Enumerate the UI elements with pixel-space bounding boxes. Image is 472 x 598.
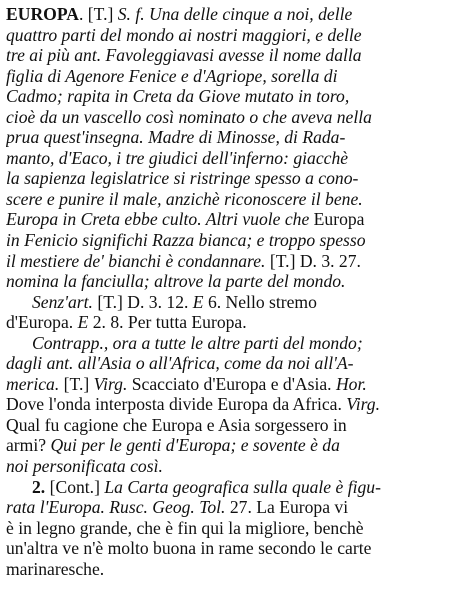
italic-text: La Carta geografica sulla quale è figu- <box>104 476 381 497</box>
text-line <box>6 456 466 477</box>
text-segment: d'Europa. <box>6 312 78 333</box>
text-line <box>6 66 466 87</box>
italic-text: figlia di Agenore Fenice e d'Agriope, sorella di <box>6 65 338 86</box>
text-line <box>6 271 466 292</box>
text-segment: 6. Nello stremo <box>203 291 317 312</box>
italic-text: Virg. <box>93 373 128 394</box>
bold-text: 2. <box>32 476 46 497</box>
italic-text: dagli ant. all'Asia o all'Africa, come da noi all'A- <box>6 353 354 374</box>
italic-text: merica. <box>6 373 60 394</box>
text-line <box>6 394 466 415</box>
italic-text: Cadmo; rapita in Creta da Giove mutato in toro, <box>6 86 350 107</box>
text-line <box>6 292 466 313</box>
text-line <box>6 107 466 128</box>
text-segment: marinaresche. <box>6 558 105 579</box>
text-line <box>6 189 466 210</box>
italic-text: il mestiere de' bianchi è condannare. <box>6 250 266 271</box>
italic-text: nomina la fanciulla; altrove la parte del mondo. <box>6 271 346 292</box>
text-line <box>6 312 466 333</box>
italic-text: E <box>77 312 89 333</box>
text-segment: 27. La Europa vi <box>225 497 349 518</box>
text-segment: [Cont.] <box>45 476 105 497</box>
text-line <box>6 538 466 559</box>
text-segment: Europa <box>309 209 365 230</box>
text-line <box>6 559 466 580</box>
text-line <box>6 251 466 272</box>
italic-text: Senz'art. <box>32 291 93 312</box>
text-line <box>6 148 466 169</box>
italic-text: Qui per le genti d'Europa; e sovente è da <box>50 435 340 456</box>
text-segment: [T.] D. 3. 27. <box>265 250 361 271</box>
text-segment: Qual fu cagione che Europa e Asia sorgessero in <box>6 414 347 435</box>
text-line <box>6 353 466 374</box>
italic-text: manto, d'Eaco, i tre giudici dell'inferno: giacchè <box>6 147 349 168</box>
italic-text: cioè da un vascello così nominato o che aveva nella <box>6 106 372 127</box>
text-segment: un'altra ve n'è molto buona in rame secondo le carte <box>6 538 372 559</box>
text-line <box>6 333 466 354</box>
italic-text: Hor. <box>335 373 367 394</box>
text-line <box>6 25 466 46</box>
text-line <box>6 230 466 251</box>
text-segment: [T.] <box>59 373 94 394</box>
italic-text: E <box>192 291 204 312</box>
text-line <box>6 4 466 25</box>
italic-text: Contrapp., ora a tutte le altre parti del mondo; <box>32 332 363 353</box>
italic-text: scere e punire il male, anzichè riconoscere il bene. <box>6 188 363 209</box>
text-line <box>6 374 466 395</box>
text-line <box>6 477 466 498</box>
text-segment: Scacciato d'Europa e d'Asia. <box>127 373 336 394</box>
text-line <box>6 45 466 66</box>
text-segment: 2. 8. Per tutta Europa. <box>88 312 247 333</box>
text-line <box>6 497 466 518</box>
text-line <box>6 435 466 456</box>
italic-text: noi personificata così. <box>6 456 163 477</box>
italic-text: S. f. Una delle cinque a noi, delle <box>117 4 353 24</box>
italic-text: tre ai più ant. Favoleggiavasi avesse il nome dalla <box>6 45 362 66</box>
text-segment: Dove l'onda interposta divide Europa da Africa. <box>6 394 347 415</box>
italic-text: prua quest'insegna. Madre di Minosse, di Rada- <box>6 127 346 148</box>
italic-text: la sapienza legislatrice si ristringe spesso a cono- <box>6 168 359 189</box>
italic-text: Europa in Creta ebbe culto. Altri vuole che <box>6 209 310 230</box>
text-segment: . [T.] <box>78 4 118 24</box>
bold-text: EUROPA <box>6 4 79 24</box>
italic-text: rata l'Europa. Rusc. Geog. Tol. <box>6 497 226 518</box>
text-segment: armi? <box>6 435 51 456</box>
dictionary-entry-europa <box>6 4 466 579</box>
text-segment: [T.] D. 3. 12. <box>92 291 193 312</box>
italic-text: quattro parti del mondo ai nostri maggiori, e delle <box>6 24 362 45</box>
text-segment: è in legno grande, che è fin qui la migliore, benchè <box>6 517 364 538</box>
italic-text: in Fenicio significhi Razza bianca; e troppo spesso <box>6 230 366 251</box>
italic-text: Virg. <box>346 394 380 415</box>
text-line <box>6 168 466 189</box>
text-line <box>6 518 466 539</box>
text-line <box>6 209 466 230</box>
text-line <box>6 127 466 148</box>
text-line <box>6 86 466 107</box>
text-line <box>6 415 466 436</box>
